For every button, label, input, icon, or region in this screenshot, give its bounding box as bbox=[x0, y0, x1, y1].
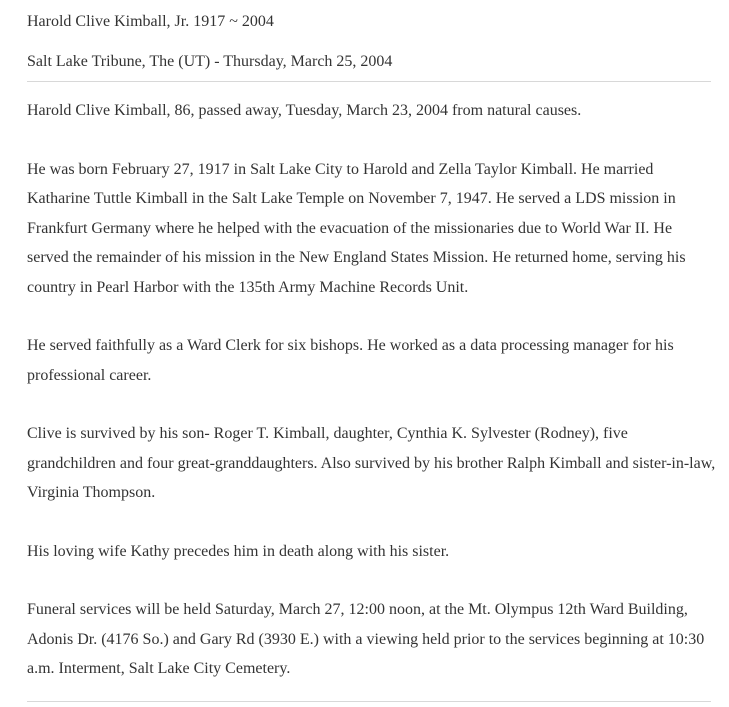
header-divider bbox=[27, 81, 711, 82]
paragraph-funeral: Funeral services will be held Saturday, March 27, 12:00 noon, at the Mt. Olympus 12th Ward Building, Adonis Dr. (4176 So.) and Gary Rd (3930 E.) with a viewing held prior to the services beginning at 10:30 a.m. Interment, Salt Lake City Cemetery. bbox=[27, 601, 705, 677]
paragraph-service: He served faithfully as a Ward Clerk for six bishops. He worked as a data processing manager for his professional career. bbox=[27, 337, 674, 384]
paragraph-preceded: His loving wife Kathy precedes him in death along with his sister. bbox=[27, 542, 450, 560]
obituary-body bbox=[27, 96, 717, 684]
footer-divider bbox=[27, 701, 711, 702]
publication-source: Salt Lake Tribune, The (UT) - Thursday, March 25, 2004 bbox=[27, 53, 393, 70]
paragraph-survivors: Clive is survived by his son- Roger T. Kimball, daughter, Cynthia K. Sylvester (Rodney), five grandchildren and four great-granddaughters. Also survived by his brother Ralph Kimball and sister-in-law, Virginia Thompson. bbox=[27, 425, 716, 501]
paragraph-biography: He was born February 27, 1917 in Salt Lake City to Harold and Zella Taylor Kimball. He married Katharine Tuttle Kimball in the Salt Lake Temple on November 7, 1947. He served a LDS mission in Frankfurt Germany where he helped with the evacuation of the missionaries due to World War II. He served the remainder of his mission in the New England States Mission. He returned home, serving his country in Pearl Harbor with the 135th Army Machine Records Unit. bbox=[27, 160, 686, 296]
paragraph-death-notice: Harold Clive Kimball, 86, passed away, Tuesday, March 23, 2004 from natural causes. bbox=[27, 102, 582, 119]
obituary-title: Harold Clive Kimball, Jr. 1917 ~ 2004 bbox=[27, 13, 274, 30]
